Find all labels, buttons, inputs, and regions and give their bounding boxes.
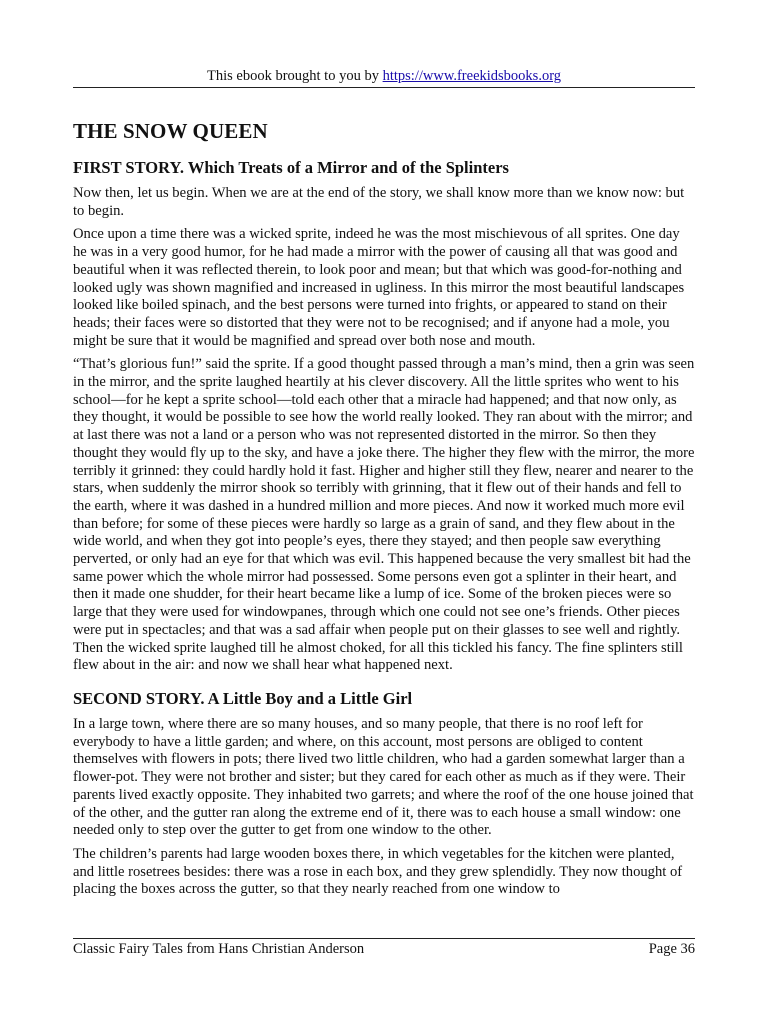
section-heading: FIRST STORY. Which Treats of a Mirror and of the Splinters xyxy=(73,158,509,177)
document-title: THE SNOW QUEEN xyxy=(73,119,268,143)
paragraph: “That’s glorious fun!” said the sprite. If a good thought passed through a man’s mind, then a grin was seen in the mirror, and the sprite laughed heartily at his clever discovery. All the little sprites who went to his school—for he kept a sprite school—told each other that a miracle had happened; and that now only, as they thought, it would be possible to see how the world really looked. They ran about with the mirror; and at last there was not a land or a person who was not represented distorted in the mirror. So then they thought they would fly up to the sky, and have a joke there. The higher they flew with the mirror, the more terribly it grinned: they could hardly hold it fast. Higher and higher still they flew, nearer and nearer to the stars, when suddenly the mirror shook so terribly with grinning, that it flew out of their hands and fell to the earth, where it was dashed in a hundred million and more pieces. And now it worked much more evil than before; for some of these pieces were hardly so large as a grain of sand, and they flew about in the wide world, and when they got into people’s eyes, there they stayed; and then people saw everything perverted, or only had an eye for that which was evil. This happened because the very smallest bit had the same power which the whole mirror had possessed. Some persons even got a splinter in their heart, and then it made one shudder, for their heart became like a lump of ice. Some of the broken pieces were so large that they were used for windowpanes, through which one could not see one’s friends. Other pieces were put in spectacles; and that was a sad affair when people put on their glasses to see well and rightly. Then the wicked sprite laughed till he almost choked, for all this tickled his fancy. The fine splinters still flew about in the air: and now we shall hear what happened next. xyxy=(73,356,695,674)
page-number: Page 36 xyxy=(648,941,695,957)
paragraph: Once upon a time there was a wicked sprite, indeed he was the most mischievous of all sprites. One day he was in a very good humor, for he had made a mirror with the power of causing all that was good and beautiful when it was reflected therein, to look poor and mean; but that which was good-for-nothing and looked ugly was shown magnified and increased in ugliness. In this mirror the most beautiful landscapes looked like boiled spinach, and the best persons were turned into frights, or appeared to stand on their heads; their faces were so distorted that they were not to be recognised; and if anyone had a mole, you might be sure that it would be magnified and spread over both nose and mouth. xyxy=(73,226,685,349)
header-link[interactable]: https://www.freekidsbooks.org xyxy=(382,68,562,84)
paragraph: Now then, let us begin. When we are at the end of the story, we shall know more than we know now: but to begin. xyxy=(73,185,685,219)
header-text: This ebook brought to you by xyxy=(206,68,383,84)
page-body xyxy=(73,112,695,905)
page-header xyxy=(73,66,695,88)
page-footer xyxy=(73,938,695,958)
paragraph: The children’s parents had large wooden boxes there, in which vegetables for the kitchen were planted, and little rosetrees besides: there was a rose in each box, and they grew splendidly. They now thought of placing the boxes across the gutter, so that they nearly reached from one window to xyxy=(73,845,683,898)
section-heading: SECOND STORY. A Little Boy and a Little Girl xyxy=(73,688,413,708)
footer-book-title: Classic Fairy Tales from Hans Christian Anderson xyxy=(73,941,365,957)
document-page xyxy=(73,0,695,1024)
paragraph: In a large town, where there are so many houses, and so many people, that there is no roof left for everybody to have a little garden; and where, on this account, most persons are obliged to content themselves with flowers in pots; there lived two little children, who had a garden somewhat larger than a flower-pot. They were not brother and sister; but they cared for each other as much as if they were. Their parents lived exactly opposite. They inhabited two garrets; and where the roof of the one house joined that of the other, and the gutter ran along the extreme end of it, there was to each house a small window: one needed only to step over the gutter to get from one window to the other. xyxy=(73,715,694,839)
